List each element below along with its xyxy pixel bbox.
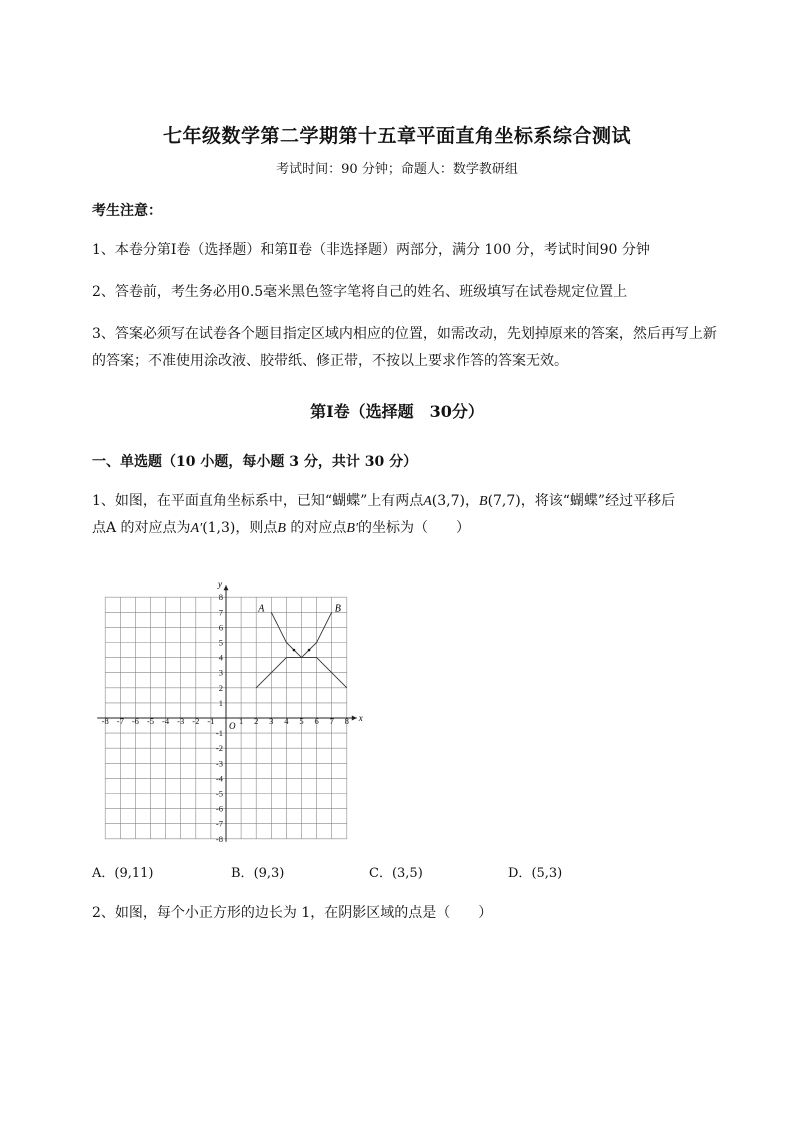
option-c[interactable]	[369, 862, 423, 881]
y-axis-label: y	[218, 579, 222, 590]
q1-text-5: 的对应点	[285, 520, 347, 536]
x-tick-label: 2	[254, 715, 259, 726]
x-tick-label: -7	[116, 715, 124, 726]
x-tick-label: -6	[131, 715, 139, 726]
option-b-label: B．	[231, 866, 254, 881]
q1-b-coord: (7,7)	[487, 493, 521, 509]
option-a[interactable]	[92, 862, 153, 881]
q1-text-2: ，将该“蝴蝶”经过平移后	[520, 493, 676, 509]
origin-label: O	[229, 721, 236, 731]
y-tick-label: -6	[215, 803, 223, 814]
x-axis-arrow	[352, 716, 357, 721]
x-tick-label: 8	[344, 715, 349, 726]
y-tick-label: 5	[218, 637, 223, 648]
x-tick-label: 1	[238, 715, 244, 726]
option-c-label: C．	[369, 866, 392, 881]
q1-point-b-sym: B	[277, 521, 286, 536]
x-tick-label: 5	[299, 715, 304, 726]
x-axis-label: x	[358, 713, 363, 723]
q1-text-4: ，则点	[235, 520, 278, 536]
page-title: 七年级数学第二学期第十五章平面直角坐标系综合测试	[162, 125, 631, 147]
point-a-label: A	[258, 603, 265, 615]
option-b-value: (9,3)	[253, 866, 285, 881]
point-b-label: B	[334, 603, 341, 615]
q1-a-coord: (3,7)	[431, 493, 465, 509]
x-tick-label: 3	[269, 715, 274, 726]
x-tick-label: -3	[177, 715, 185, 726]
option-d-value: (5,3)	[531, 866, 563, 881]
y-tick-label: 3	[218, 667, 223, 678]
y-tick-label: -4	[215, 773, 223, 784]
y-tick-label: -3	[215, 758, 223, 769]
y-tick-label: -1	[215, 728, 223, 739]
option-d-label: D．	[508, 866, 532, 881]
x-tick-label: -8	[101, 715, 109, 726]
question-1	[92, 488, 732, 542]
notice-item-2: 2、答卷前，考生务必用0.5毫米黑色签字笔将自己的姓名、班级填写在试卷规定位置上	[92, 284, 628, 300]
notice-item-1: 1、本卷分第Ⅰ卷（选择题）和第Ⅱ卷（非选择题）两部分，满分 100 分，考试时间90 分钟	[92, 242, 650, 258]
notice-heading: 考生注意：	[92, 203, 162, 219]
q1-text-3: 点A 的对应点为	[92, 520, 191, 536]
x-tick-label: -4	[162, 715, 170, 726]
x-tick-label: -1	[207, 715, 215, 726]
x-tick-label: -2	[192, 715, 200, 726]
y-tick-label: 2	[218, 682, 223, 693]
coordinate-figure	[90, 570, 380, 845]
option-a-value: (9,11)	[114, 866, 154, 881]
y-tick-label: 7	[218, 607, 223, 618]
q1-point-a-prime: A′	[190, 521, 203, 536]
y-tick-label: -8	[215, 833, 223, 844]
q1-point-b-prime: B′	[346, 521, 359, 536]
q1-text-1: 1、如图，在平面直角坐标系中，已知“蝴蝶”上有两点	[92, 493, 424, 509]
butterfly-dot-right	[308, 649, 311, 652]
q1-a-prime-coord: (1,3)	[202, 520, 236, 536]
q1-sep: ，	[465, 493, 479, 509]
part-heading: 一、单选题（10 小题，每小题 3 分，共计 30 分）	[92, 454, 418, 470]
x-tick-label: 7	[329, 715, 334, 726]
section-title: 第Ⅰ卷（选择题 30分）	[310, 402, 484, 421]
x-tick-label: 4	[284, 715, 289, 726]
x-tick-label: 6	[314, 715, 319, 726]
q1-point-a: A	[423, 494, 432, 509]
notice-item-3: 3、答案必须写在试卷各个题目指定区域内相应的位置，如需改动，先划掉原来的答案，然后再写上新的答案；不准使用涂改液、胶带纸、修正带，不按以上要求作答的答案无效。	[92, 326, 717, 369]
y-tick-label: 6	[218, 622, 223, 633]
exam-info: 考试时间：90 分钟；命题人：数学教研组	[276, 162, 518, 177]
coordinate-axes	[97, 585, 357, 842]
option-d[interactable]	[508, 862, 562, 881]
x-tick-label: -5	[146, 715, 155, 726]
butterfly-dot-left	[293, 649, 296, 652]
y-tick-label: -5	[215, 788, 223, 799]
option-c-value: (3,5)	[391, 866, 423, 881]
y-tick-label: -2	[215, 743, 223, 754]
y-tick-label: -7	[215, 818, 223, 829]
y-axis-arrow	[224, 585, 229, 590]
option-b[interactable]	[231, 862, 284, 881]
question-2: 2、如图，每个小正方形的边长为 1，在阴影区域的点是（ ）	[92, 905, 493, 921]
q1-text-6: 的坐标为（ ）	[358, 520, 471, 536]
y-tick-label: 8	[218, 592, 223, 603]
q1-point-b: B	[479, 494, 488, 509]
y-tick-label: 1	[218, 697, 223, 708]
y-tick-label: 4	[218, 652, 223, 663]
option-a-label: A．	[92, 866, 115, 881]
